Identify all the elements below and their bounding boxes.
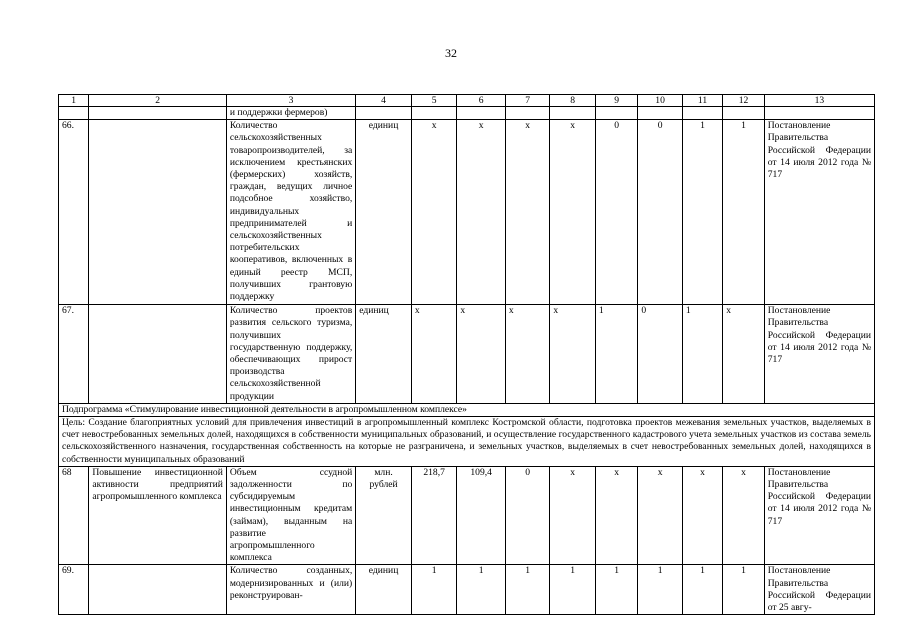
column-number-row	[59, 95, 875, 107]
row-number: 67.	[59, 305, 89, 404]
value: x	[550, 120, 596, 305]
col-number: 1	[59, 95, 89, 107]
value: x	[550, 466, 596, 565]
unit: млн. рублей	[356, 466, 412, 565]
value: 1	[411, 565, 457, 615]
table-row	[59, 466, 875, 565]
col-number: 13	[764, 95, 874, 107]
value: x	[505, 305, 549, 404]
value: 1	[550, 565, 596, 615]
table-row	[59, 120, 875, 305]
target-name	[89, 120, 227, 305]
value: x	[550, 305, 596, 404]
value: 109,4	[457, 466, 506, 565]
value: x	[457, 120, 506, 305]
value: 0	[595, 120, 637, 305]
col-number: 9	[595, 95, 637, 107]
continuation-row	[59, 107, 875, 120]
value: 1	[595, 305, 637, 404]
goal-text: Цель: Создание благоприятных условий для привлечения инвестиций в агропромышленный комплекс Костромской области, подготовка проектов межевания земельных участков, выделяемых в счет невостребованных земельных долей, находящихся в собственности муниципальных образований, и осуществление государственного кадастрового учета земельных участков из состава земель сельскохозяйственного назначения, государственная собственность на которые не разграничена, и земельных участков, выделяемых в счет невостребованных земельных долей, находящихся в собственности муниципальных образований	[59, 417, 875, 467]
row-number: 68	[59, 466, 89, 565]
value: 0	[505, 466, 549, 565]
value: x	[457, 305, 506, 404]
target-name: Повышение инвестиционной активности предприятий агропромышленного комплекса	[89, 466, 227, 565]
unit: единиц	[356, 120, 412, 305]
table-row	[59, 565, 875, 615]
col-number: 10	[638, 95, 682, 107]
table-row	[59, 305, 875, 404]
value: x	[411, 120, 457, 305]
indicator-name: Количество созданных, модернизированных и (или) реконструирован-	[226, 565, 355, 615]
row-number: 66.	[59, 120, 89, 305]
source: Постановление Правительства Российской Федерации от 14 июля 2012 года № 717	[764, 120, 874, 305]
value: x	[595, 466, 637, 565]
col-number: 2	[89, 95, 227, 107]
value: x	[505, 120, 549, 305]
indicator-continuation: и поддержки фермеров)	[226, 107, 355, 120]
value: x	[682, 466, 722, 565]
col-number: 6	[457, 95, 506, 107]
unit: единиц	[356, 565, 412, 615]
value: 218,7	[411, 466, 457, 565]
unit: единиц	[356, 305, 412, 404]
source: Постановление Правительства Российской Федерации от 14 июля 2012 года № 717	[764, 305, 874, 404]
subprogram-row	[59, 403, 875, 416]
value: x	[723, 466, 764, 565]
value: 1	[682, 305, 722, 404]
target-name	[89, 305, 227, 404]
col-number: 7	[505, 95, 549, 107]
value: x	[723, 305, 764, 404]
page-number: 32	[445, 46, 457, 60]
row-number: 69.	[59, 565, 89, 615]
indicators-table	[58, 94, 875, 615]
col-number: 11	[682, 95, 722, 107]
indicator-name: Количество проектов развития сельского туризма, получивших государственную поддержку, обеспечивающих прирост производства сельскохозяйственной продукции	[226, 305, 355, 404]
value: x	[411, 305, 457, 404]
source: Постановление Правительства Российской Федерации от 25 авгу-	[764, 565, 874, 615]
col-number: 5	[411, 95, 457, 107]
value: 1	[682, 565, 722, 615]
value: 1	[505, 565, 549, 615]
indicator-name: Количество сельскохозяйственных товаропроизводителей, за исключением крестьянских (фермерских) хозяйств, граждан, ведущих личное подсобное хозяйство, индивидуальных предпринимателей и сельскохозяйственных потребительских кооперативов, включенных в единый реестр МСП, получивших грантовую поддержку	[226, 120, 355, 305]
value: 1	[457, 565, 506, 615]
value: 1	[723, 120, 764, 305]
value: 0	[638, 120, 682, 305]
value: 1	[595, 565, 637, 615]
col-number: 3	[226, 95, 355, 107]
goal-row	[59, 417, 875, 467]
value: 1	[638, 565, 682, 615]
col-number: 8	[550, 95, 596, 107]
subprogram-title: Подпрограмма «Стимулирование инвестиционной деятельности в агропромышленном комплексе»	[59, 403, 875, 416]
value: 1	[682, 120, 722, 305]
col-number: 4	[356, 95, 412, 107]
value: x	[638, 466, 682, 565]
value: 0	[638, 305, 682, 404]
source: Постановление Правительства Российской Федерации от 14 июля 2012 года № 717	[764, 466, 874, 565]
value: 1	[723, 565, 764, 615]
target-name	[89, 565, 227, 615]
col-number: 12	[723, 95, 764, 107]
indicator-name: Объем ссудной задолженности по субсидируемым инвестиционным кредитам (займам), выданным на развитие агропромышленного комплекса	[226, 466, 355, 565]
